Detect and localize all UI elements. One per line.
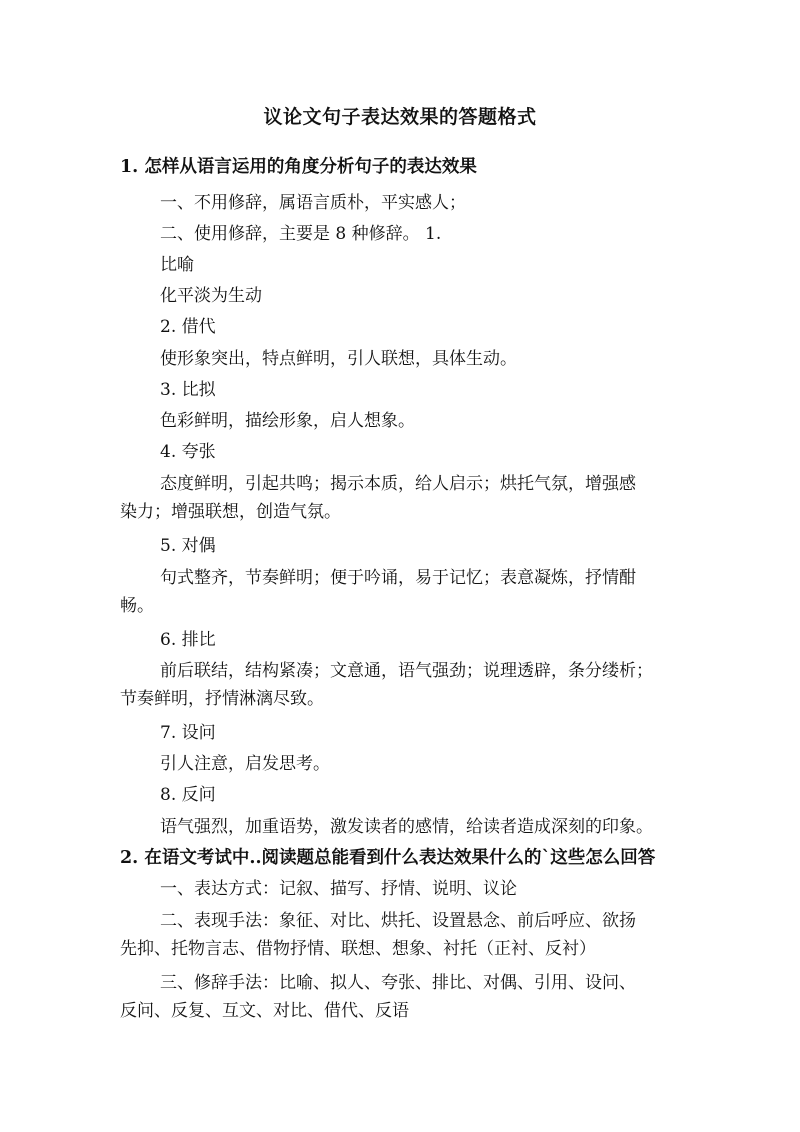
body-line: 5. 对偶 — [160, 536, 216, 556]
body-line: 前后联结，结构紧凑；文意通，语气强劲；说理透辟，条分缕析； — [160, 661, 653, 681]
section2-heading: 2. 在语文考试中..阅读题总能看到什么表达效果什么的`这些怎么回答 — [120, 848, 656, 868]
body-line: 7. 设问 — [160, 723, 216, 743]
section1-heading: 1. 怎样从语言运用的角度分析句子的表达效果 — [120, 157, 477, 177]
body-line: 二、表现手法：象征、对比、烘托、设置悬念、前后呼应、欲扬 — [160, 911, 636, 931]
body-line: 先抑、托物言志、借物抒情、联想、想象、衬托（正衬、反衬） — [120, 939, 596, 959]
body-line: 化平淡为生动 — [160, 286, 262, 306]
body-line: 一、表达方式：记叙、描写、抒情、说明、议论 — [160, 879, 517, 899]
body-line: 三、修辞手法：比喻、拟人、夸张、排比、对偶、引用、设问、 — [160, 973, 636, 993]
body-line: 比喻 — [160, 255, 194, 275]
body-line: 3. 比拟 — [160, 380, 216, 400]
body-line: 引人注意，启发思考。 — [160, 754, 330, 774]
body-line: 节奏鲜明，抒情淋漓尽致。 — [120, 689, 324, 709]
body-line: 反问、反复、互文、对比、借代、反语 — [120, 1001, 409, 1021]
body-line: 态度鲜明，引起共鸣；揭示本质，给人启示；烘托气氛，增强感 — [160, 474, 636, 494]
body-line: 使形象突出，特点鲜明，引人联想，具体生动。 — [160, 349, 517, 369]
body-line: 染力；增强联想，创造气氛。 — [120, 502, 341, 522]
body-line: 6. 排比 — [160, 630, 216, 650]
body-line: 4. 夸张 — [160, 442, 216, 462]
body-line: 色彩鲜明，描绘形象，启人想象。 — [160, 411, 415, 431]
body-line: 8. 反问 — [160, 785, 216, 805]
body-line: 句式整齐，节奏鲜明；便于吟诵，易于记忆；表意凝炼，抒情酣 — [160, 568, 636, 588]
document-title: 议论文句子表达效果的答题格式 — [263, 106, 537, 128]
body-line: 畅。 — [120, 596, 154, 616]
body-line: 二、使用修辞，主要是 8 种修辞。 1. — [160, 224, 442, 244]
body-line: 2. 借代 — [160, 317, 216, 337]
body-line: 语气强烈，加重语势，激发读者的感情，给读者造成深刻的印象。 — [160, 817, 653, 837]
body-line: 一、不用修辞，属语言质朴，平实感人； — [160, 193, 466, 213]
